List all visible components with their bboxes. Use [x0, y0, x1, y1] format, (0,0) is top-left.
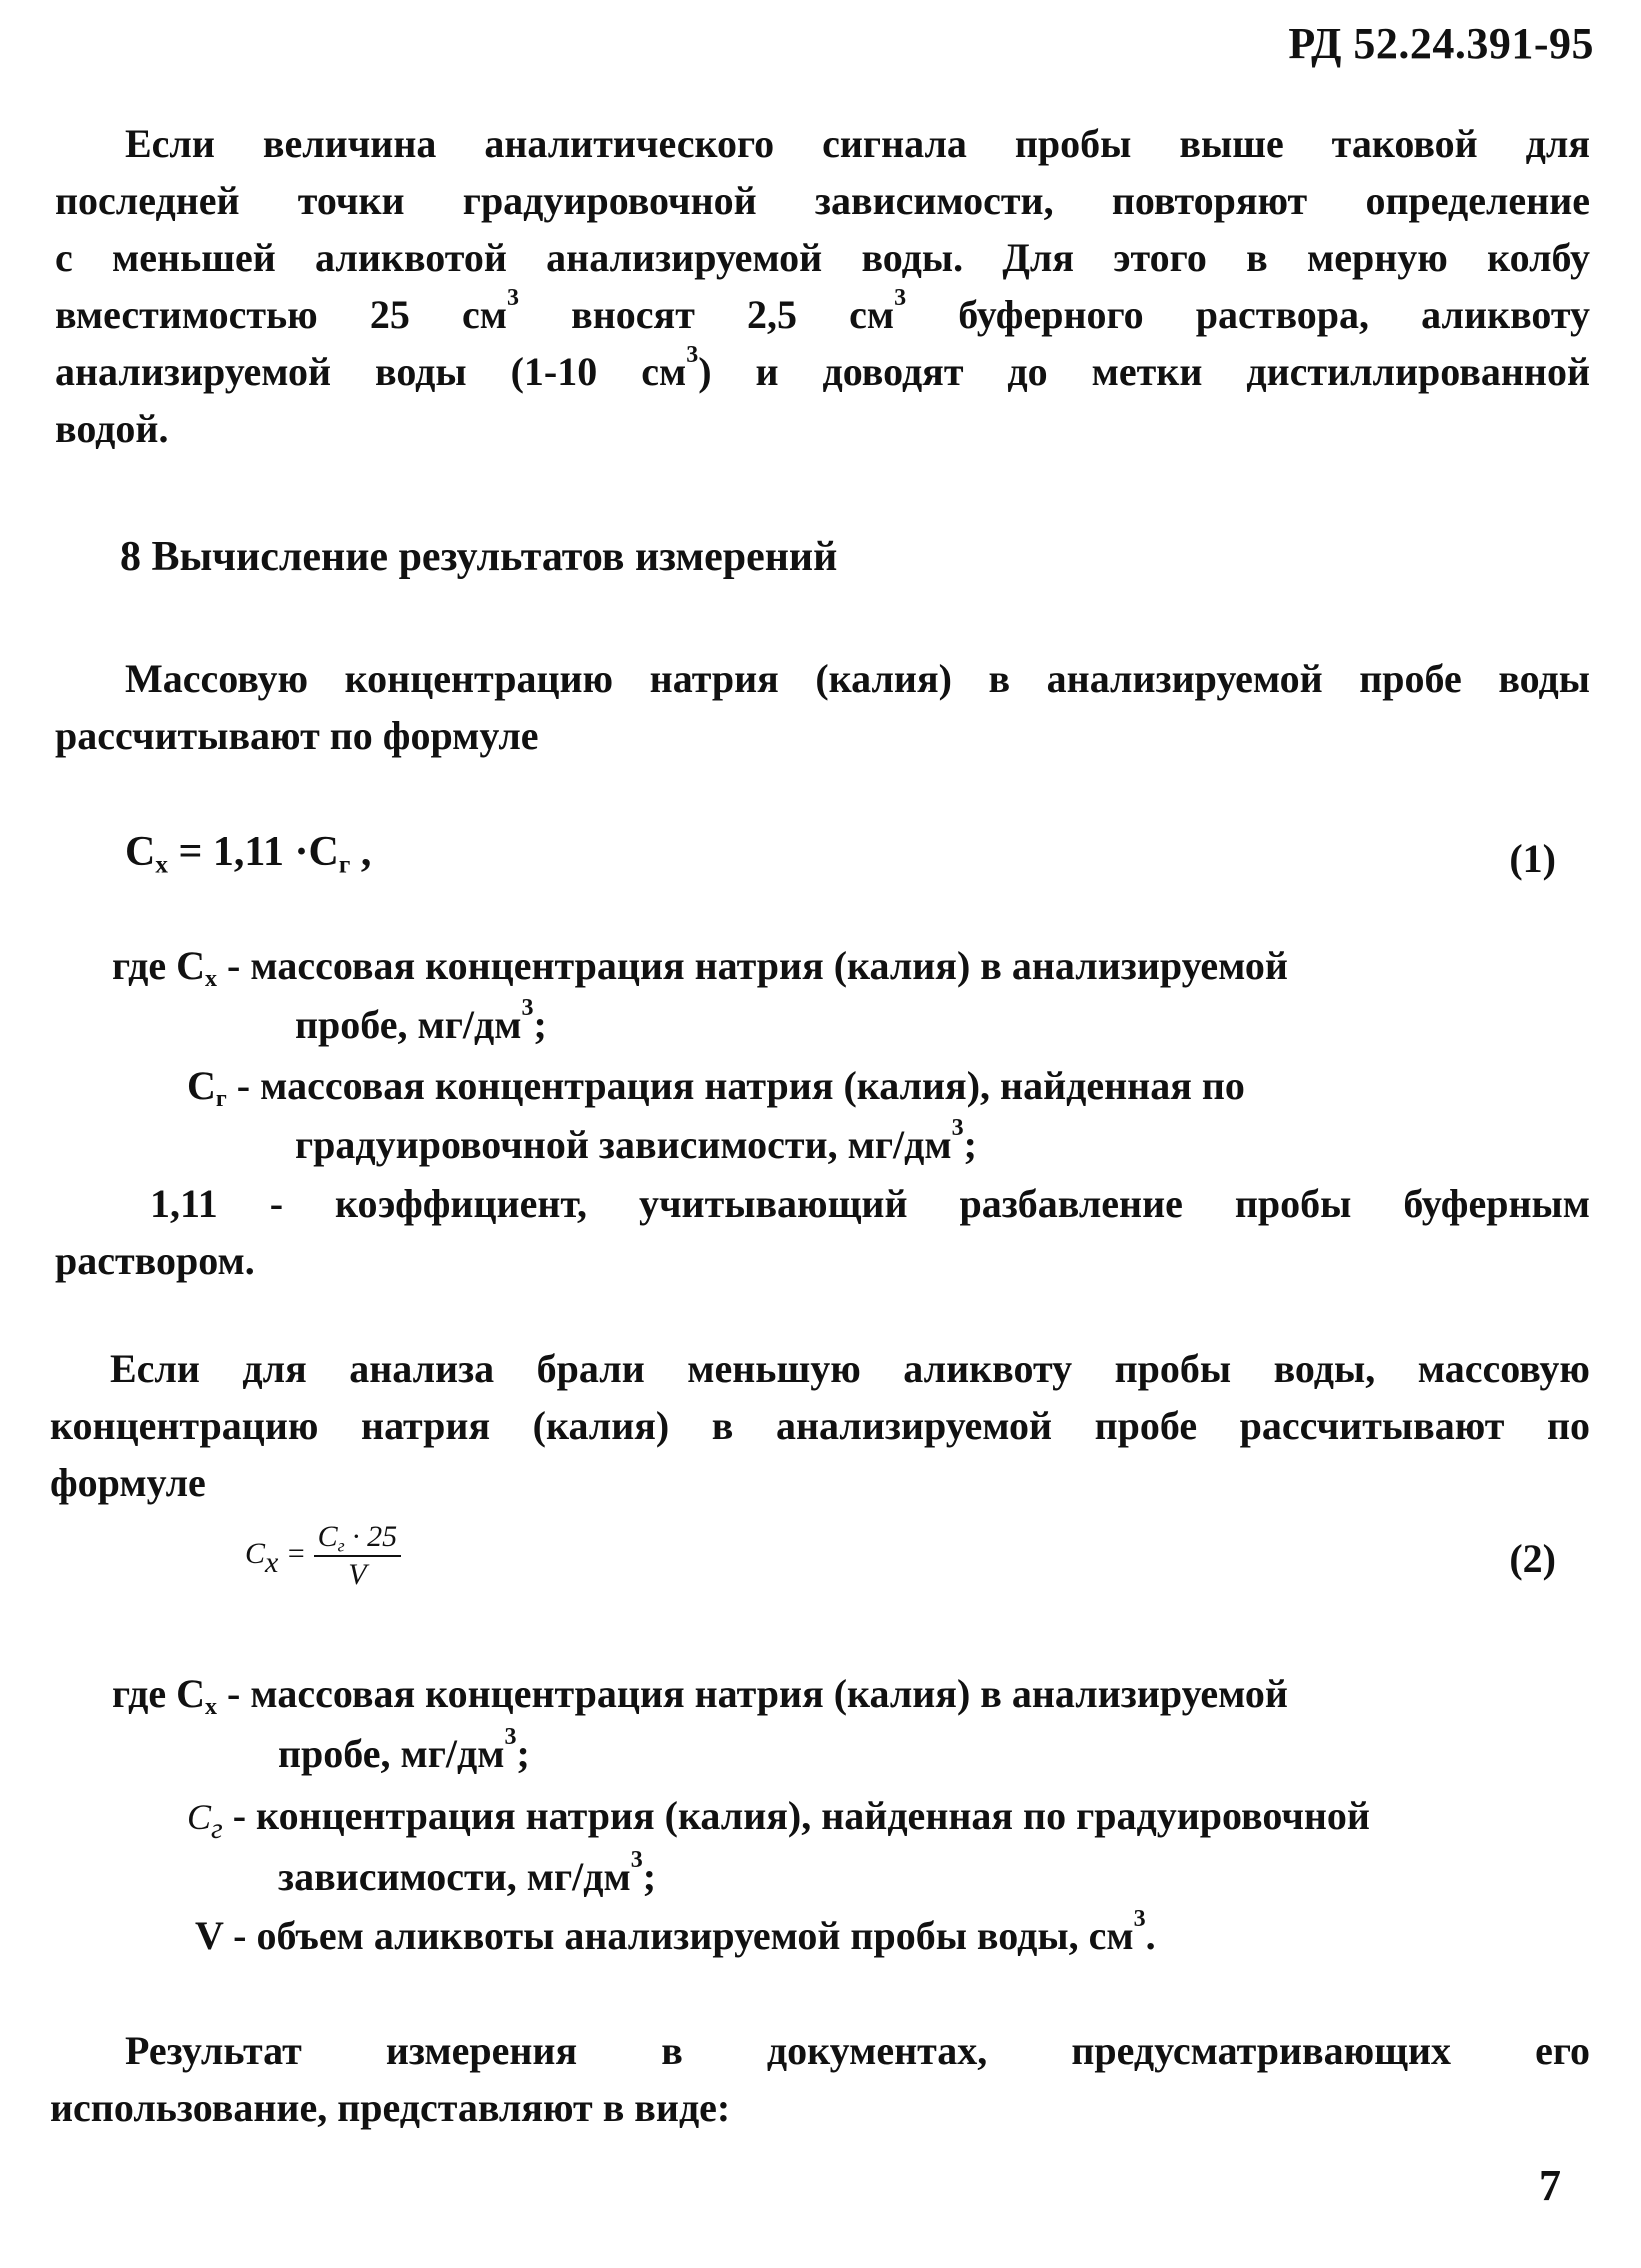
formula-1-symbol: C [125, 829, 156, 875]
paragraph-1-line-1: Если величина аналитического сигнала пробы выше таковой для [125, 121, 1590, 166]
superscript: 3 [507, 285, 519, 312]
paragraph-3-line-3: формуле [50, 1460, 206, 1505]
definition-symbol: C [187, 1063, 216, 1108]
paragraph-4 [50, 2022, 1590, 2136]
superscript: 3 [1133, 1906, 1146, 1933]
definition-text: - массовая концентрация натрия (калия) в анализируемой [217, 943, 1288, 988]
formula-2-equals: = [278, 1536, 314, 1570]
definition-1-3-line-1: 1,11 - коэффициент, учитывающий разбавление пробы буферным [150, 1181, 1590, 1226]
paragraph-2-line-2: рассчитывают по формуле [55, 713, 539, 758]
definition-text: . [1145, 1913, 1156, 1958]
paragraph-3-line-1: Если для анализа брали меньшую аликвоту пробы воды, массовую [110, 1346, 1590, 1391]
definition-text: пробе, мг/дм [295, 1002, 522, 1047]
superscript: 3 [504, 1724, 517, 1751]
definition-text: ; [963, 1122, 977, 1167]
paragraph-1-line-3: с меньшей аликвотой анализируемой воды. Для этого в мерную колбу [55, 235, 1590, 280]
formula-2 [245, 1520, 401, 1592]
definition-1-1-continued [295, 996, 547, 1053]
superscript: 3 [894, 285, 907, 312]
paragraph-2 [55, 650, 1590, 764]
paragraph-1-line-2: последней точки градуировочной зависимости, повторяют определение [55, 178, 1590, 223]
definition-text: ; [533, 1002, 547, 1047]
definition-text: - концентрация натрия (калия), найденная по градуировочной [222, 1793, 1370, 1838]
paragraph-1 [55, 115, 1590, 457]
formula-2-denominator: V [348, 1558, 367, 1591]
definition-text: ; [642, 1854, 657, 1899]
definition-1-1 [112, 937, 1288, 994]
page-number: 7 [1539, 2161, 1561, 2210]
definition-2-1 [112, 1665, 1288, 1722]
definition-text: градуировочной зависимости, мг/дм [295, 1122, 952, 1167]
superscript: 3 [630, 1847, 643, 1874]
formula-1-body: = 1,11 ·C [167, 829, 339, 875]
paragraph-1-line-5 [55, 343, 1590, 400]
superscript: 3 [521, 995, 534, 1022]
paragraph-1-line-6: водой. [55, 406, 169, 451]
definition-symbol: C [187, 1797, 212, 1837]
paragraph-3 [50, 1340, 1590, 1511]
formula-1-subscript: x [155, 851, 168, 879]
formula-2-fraction [314, 1520, 402, 1592]
definition-symbol: V [195, 1913, 224, 1958]
paragraph-3-line-2: концентрацию натрия (калия) в анализируемой пробе рассчитывают по [50, 1403, 1590, 1448]
line-5-part-b: ) и доводят до метки дистиллированной [698, 349, 1591, 394]
definition-1-2-continued [295, 1116, 977, 1173]
line-4-part-a: вместимостью 25 см [55, 292, 507, 337]
superscript: 3 [686, 342, 699, 369]
superscript: 3 [951, 1115, 964, 1142]
numerator-tail: · 25 [344, 1520, 398, 1553]
paragraph-4-line-1: Результат измерения в документах, предусматривающих его [125, 2028, 1590, 2073]
line-5-part-a: анализируемой воды (1-10 см [55, 349, 687, 394]
definition-text: - массовая концентрация натрия (калия), найденная по [226, 1063, 1245, 1108]
formula-1-tail: , [350, 829, 372, 875]
definition-subscript: г [215, 1086, 227, 1113]
paragraph-1-line-4 [55, 286, 1590, 343]
document-id: РД 52.24.391-95 [1288, 19, 1594, 68]
definition-text: зависимости, мг/дм [278, 1854, 631, 1899]
equation-number-2: (2) [1509, 1536, 1556, 1581]
definition-2-2-continued [278, 1848, 656, 1905]
definition-text: пробе, мг/дм [278, 1731, 505, 1776]
numerator-symbol: C [317, 1520, 338, 1553]
formula-1-subscript: г [338, 851, 351, 879]
line-4-part-b: вносят 2,5 см [519, 292, 895, 337]
definition-symbol: где C [112, 1671, 206, 1716]
definition-2-3 [195, 1907, 1156, 1964]
definition-subscript: x [205, 966, 218, 993]
paragraph-4-line-2: использование, представляют в виде: [50, 2085, 731, 2130]
definition-2-1-continued [278, 1725, 530, 1782]
definition-1-3 [55, 1175, 1590, 1289]
formula-2-numerator [314, 1520, 402, 1557]
formula-2-symbol: C [245, 1536, 266, 1570]
formula-2-subscript: x [265, 1545, 279, 1579]
definition-text: - объем аликвоты анализируемой пробы воды, см [223, 1913, 1134, 1958]
definition-subscript: г [211, 1812, 223, 1845]
numerator-subscript: г [337, 1535, 345, 1556]
definition-2-2 [187, 1787, 1370, 1846]
definition-symbol: где C [112, 943, 206, 988]
definition-subscript: x [205, 1694, 218, 1721]
definition-text: - массовая концентрация натрия (калия) в анализируемой [217, 1671, 1288, 1716]
definition-text: ; [516, 1731, 530, 1776]
definition-1-2 [187, 1057, 1245, 1114]
section-heading: 8 Вычисление результатов измерений [120, 534, 838, 580]
definition-1-3-line-2: раствором. [55, 1238, 255, 1283]
equation-number-1: (1) [1509, 836, 1556, 881]
paragraph-2-line-1: Массовую концентрацию натрия (калия) в анализируемой пробе воды [125, 656, 1590, 701]
formula-1 [125, 828, 372, 879]
line-4-part-c: буферного раствора, аликвоту [906, 292, 1590, 337]
